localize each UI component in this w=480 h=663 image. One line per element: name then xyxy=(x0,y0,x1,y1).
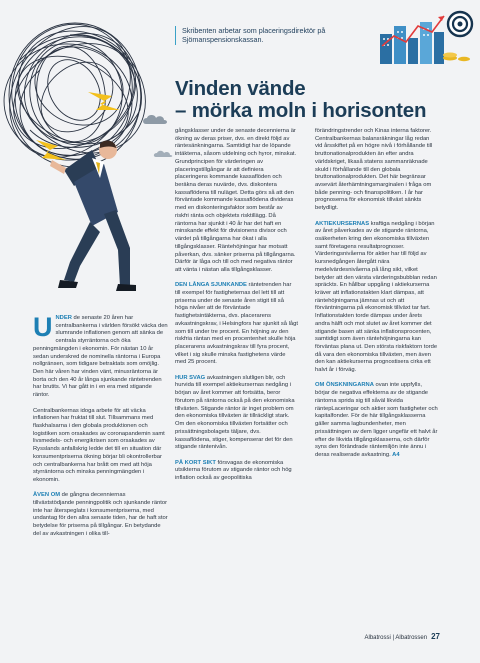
paragraph: OM ÖNSKNINGARNA ovan inte uppfylls, börjar de negativa effekterna av de stigande räntorna sprida sig till såväl likvida räntepLaceringar och aktier som fastigheter och kapitalfonder. För de här tillgångsklasserna gäller samma lagbundenheter, men prissättningen av dem ligger ungefär ett halvt år efter de likvida tillgångsklasserna, och därför syns den förändrade räntemiljön inte ännu i deras realiserade avkastning. A4 xyxy=(315,382,438,458)
paragraph: Centralbankernas idoga arbete för att väcka inflationen har fruktat till slut. Tillsammans med flaskhalsarna i den globala produktionen och logistiken som orsakades av coronapandemin samt livsmedels- och energikrisen som orsakades av Rysslands anfallskrig ledde det till en situation där konsumentpriserna ökning börjar bli okontrollerbar och centralbankerna har brått om med att höja styrräntorna och minska penningmängden i ekonomin. xyxy=(33,407,165,483)
illustration-city-graph xyxy=(378,6,474,66)
paragraph-lead: PÅ KORT SIKT xyxy=(175,459,216,466)
paragraph-lead: NDER xyxy=(55,315,72,321)
article-headline xyxy=(175,78,475,122)
paragraph: DEN LÅNGA SJUNKANDE räntetrenden har till exempel för fastigheternas del lett till att priserna under de senaste åren stigit till så höga nivåer att de förväntade fastighetsintäkterna, dvs. placerarens avkastningskrav, i Helsingfors har sjunkit så lågt som till under tre procent. En höjning av den riskfria räntan med en procentenhet skulle höja placerarens avkastningskrav till fyra procent, vilket i sig skulle minska fastighetens värde med 25 procent. xyxy=(175,282,298,366)
paragraph-lead: AKTIEKURSERNAS xyxy=(315,220,370,227)
paragraph-lead: DEN LÅNGA SJUNKANDE xyxy=(175,282,247,289)
headline-line-2: – mörka moln i horisonten xyxy=(175,99,427,122)
text-column-3 xyxy=(315,128,438,460)
lightning-bolt-icon xyxy=(88,92,120,110)
paragraph: ÄVEN OM de gångna decenniernas tillväxtstödjande penningpolitik och sjunkande räntor inte har återspeglats i konsumentpriserna, med undantag för den allra senaste tiden, har de haft stor betydelse för priserna på tillgångar. En betydande del av avkastningen i olika till- xyxy=(33,492,168,537)
paragraph: HUR SVAG avkastningen slutligen blir, och hurvida till exempel aktiekursernas nedgång i början av året kommer att fortsätta, beror förutom på räntorna också på den ekonomiska tillväxten. Stigande räntor är inget problem om den ekonomiska tillväxten är tillräckligt stark. Om den ekonomiska tillväxten fortsätter och prissättningsbolagets täljare, dvs. kassaflödena, stiger, kompenserar det för den stigande räntenivån. xyxy=(175,374,295,451)
text-column-2 xyxy=(175,128,298,483)
target-icon xyxy=(448,12,472,36)
paragraph: AKTIEKURSERNAS kraftiga nedgång i början av året påverkades av de stigande räntorna, osäkerheten kring den ekonomiska tillväxten samt företagens resultatprognoser. Värderingsnivåerna för aktier har till följd av kursnedgången återgått nära medelvärdesnivåerna på lång sikt, vilket betyder att den värsta värderingsbubblan redan spräckts. En hållbar uppgång i aktiekurserna kräver att inflationstakten klart dämpas, att räntehöjningarna jämnas ut och att förväntningarna på ekonomisk tillväxt tar fart. Inflationstakten torde dämpas under årets andra hälft och mot slutet av året kommer det stigande basen att sänka inflationsprocenten, samtidigt som även räntehöjningarna kan förväntas plana ut. Den största riskfaktorn torde då vara den ekonomiska tillväxten, men även den kan aktiekurserna prognostisera cirka ett halvt år i förväg. xyxy=(315,220,438,374)
drop-cap: U xyxy=(33,312,53,342)
paragraph-lead: OM ÖNSKNINGARNA xyxy=(315,382,374,389)
text-column-1 xyxy=(33,312,168,539)
headline-line-1: Vinden vände xyxy=(175,77,306,100)
author-byline: Skribenten arbetar som placeringsdirektör på Sjömanspensionskassan. xyxy=(175,26,332,45)
paragraph-lead: HUR SVAG xyxy=(175,374,206,381)
page-number: 27 xyxy=(431,632,440,641)
paragraph-lead: ÄVEN OM xyxy=(33,492,61,499)
paragraph: PÅ KORT SIKT försvagas de ekonomiska utsikterna förutom av stigande räntor och hög inflation också av geopolitiska xyxy=(175,459,292,481)
publication-name: Albatrossi | Albatrossen xyxy=(364,635,428,641)
end-mark: A4 xyxy=(390,451,400,458)
paragraph: UNDER de senaste 20 åren har centralbankerna i världen försökt väcka den slumrande inflationen genom att sänka de centrala styrräntorna och öka penningmängden i ekonomin. För nästan 10 år sedan underskred de nominella räntorna i Europa nollgränsen, som tidigare betraktats som omöjlig. Den här våren har vinden vänt, minusräntorna är borta och den 40 år långa sjunkande räntetrenden har brutits. Vi har gått in i en era med stigande räntor. xyxy=(33,312,168,399)
paragraph: förändringstrender och Kinas interna faktorer. Centralbankernas balansräkningar låg redan vid årsskiftet på en högre nivå i förhållande till bruttonationalprodukten än efter andra världskriget, likaså statens sammanräknade skuld i förhållande till den globala bruttonationalprodukten. Det här begränsar avsevärt återhämtningsmarginalen i fråga om både penning- och finanspolitiken. I år har prognoserna för ekonomisk tillväxt sänkts betydligt. xyxy=(315,128,433,212)
page-footer xyxy=(365,632,441,641)
illustration-scribble-ball xyxy=(0,0,175,300)
cloud-icon xyxy=(140,112,180,126)
paragraph: gångsklasser under de senaste decennierna är ökning av deras priser, dvs. en direkt följd av räntesänkningarna. Samtidigt har de löpande intäkterna, såsom utdelning och hyror, minskat. Grundprincipen för värderingen av placeringstillgångar är att definiera placeringens kommande kassaflöden och beräkna deras nuvärde, dvs. diskontera kassaflödena till nuläget. Detta görs så att den förväntade kommande kassaflödena divideras med en diskonteringsfaktor som består av riskfri ränta och objektets risktillägg. Då räntorna har sjunkit i 40 år har det haft en minskande effekt för divisionens divisor och värdet på tillgångarna har ökat i alla tillgångsklasser. Räntehöjningar har motsatt påverkan, dvs. sänker priserna på tillgångarna. Därför är låga och till och med negativa räntor att vänta i nästan alla tillgångsklasser. xyxy=(175,128,297,273)
businessman-figure xyxy=(50,141,136,291)
